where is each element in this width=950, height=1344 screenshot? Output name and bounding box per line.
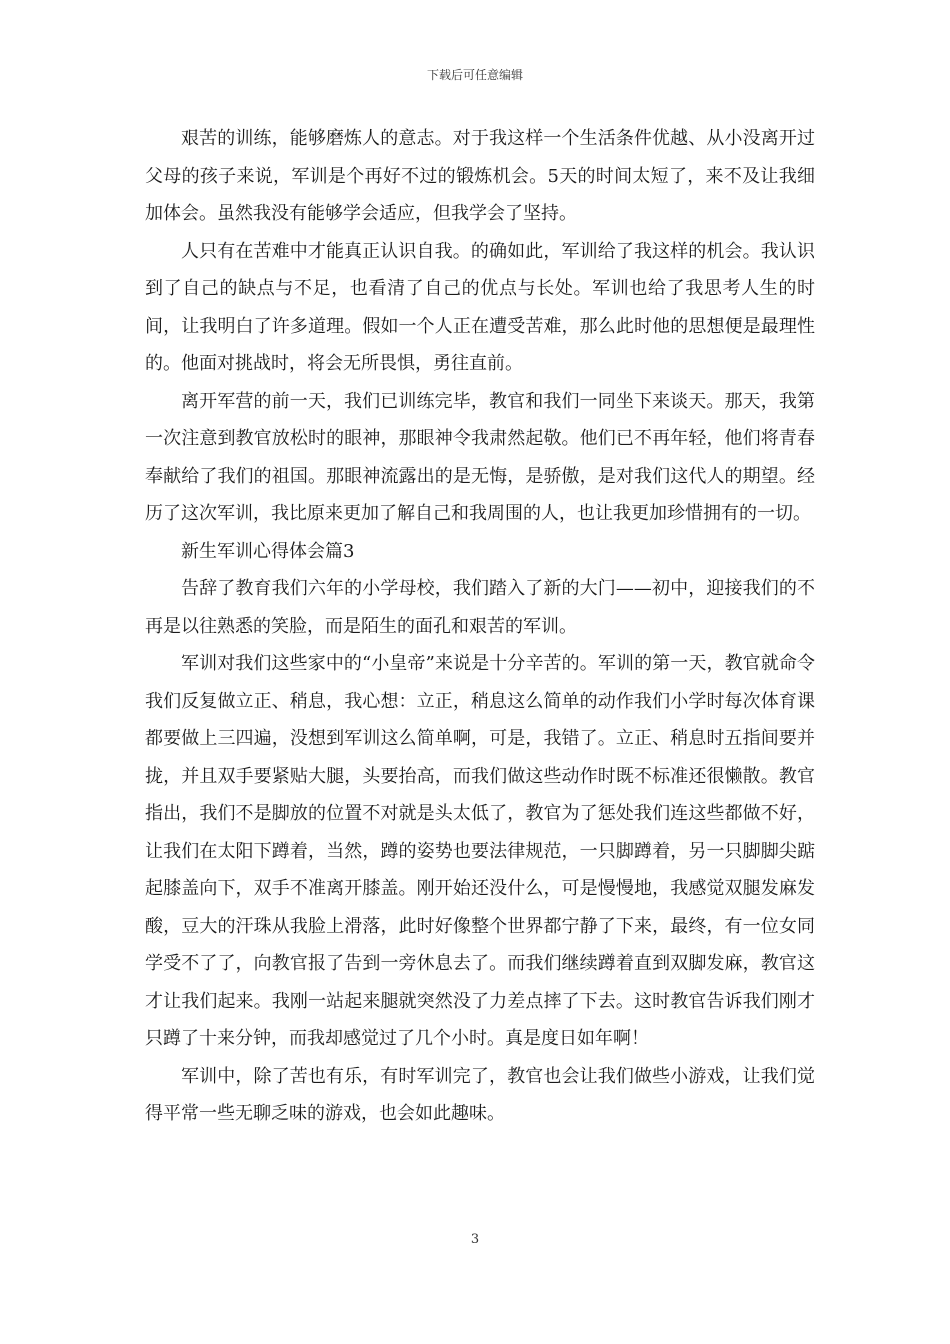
paragraph: 人只有在苦难中才能真正认识自我。的确如此，军训给了我这样的机会。我认识到了自己的缺点与不足，也看清了自己的优点与长处。军训也给了我思考人生的时间，让我明白了许多道理。假如一个人正在遭受苦难，那么此时他的思想便是最理性的。他面对挑战时，将会无所畏惧，勇往直前。 [145,240,815,374]
document-body [145,120,815,1133]
paragraph: 艰苦的训练，能够磨炼人的意志。对于我这样一个生活条件优越、从小没离开过父母的孩子来说，军训是个再好不过的锻炼机会。5天的时间太短了，来不及让我细加体会。虽然我没有能够学会适应，但我学会了坚持。 [145,128,815,224]
page-number: 3 [470,1232,480,1247]
paragraph: 告辞了教育我们六年的小学母校，我们踏入了新的大门——初中，迎接我们的不再是以往熟悉的笑脸，而是陌生的面孔和艰苦的军训。 [145,578,815,637]
paragraph: 离开军营的前一天，我们已训练完毕，教官和我们一同坐下来谈天。那天，我第一次注意到教官放松时的眼神，那眼神令我肃然起敬。他们已不再年轻，他们将青春奉献给了我们的祖国。那眼神流露出的是无悔，是骄傲，是对我们这代人的期望。经历了这次军训，我比原来更加了解自己和我周围的人，也让我更加珍惜拥有的一切。 [145,390,815,524]
paragraph: 军训对我们这些家中的“小皇帝”来说是十分辛苦的。军训的第一天，教官就命令我们反复做立正、稍息，我心想：立正，稍息这么简单的动作我们小学时每次体育课都要做上三四遍，没想到军训这么简单啊，可是，我错了。立正、稍息时五指间要并拢，并且双手要紧贴大腿，头要抬高，而我们做这些动作时既不标准还很懒散。教官指出，我们不是脚放的位置不对就是头太低了，教官为了惩处我们连这些都做不好，让我们在太阳下蹲着，当然，蹲的姿势也要法律规范，一只脚蹲着，另一只脚脚尖踮起膝盖向下，双手不准离开膝盖。刚开始还没什么，可是慢慢地，我感觉双腿发麻发酸，豆大的汗珠从我脸上滑落，此时好像整个世界都宁静了下来，最终，有一位女同学受不了了，向教官报了告到一旁休息去了。而我们继续蹲着直到双脚发麻，教官这才让我们起来。我刚一站起来腿就突然没了力差点摔了下去。这时教官告诉我们刚才只蹲了十来分钟，而我却感觉过了几个小时。真是度日如年啊！ [145,653,815,1049]
paragraph: 军训中，除了苦也有乐，有时军训完了，教官也会让我们做些小游戏，让我们觉得平常一些无聊乏味的游戏，也会如此趣味。 [145,1065,815,1124]
section-heading: 新生军训心得体会篇3 [181,540,355,562]
page-header: 下载后可任意编辑 [426,68,523,82]
